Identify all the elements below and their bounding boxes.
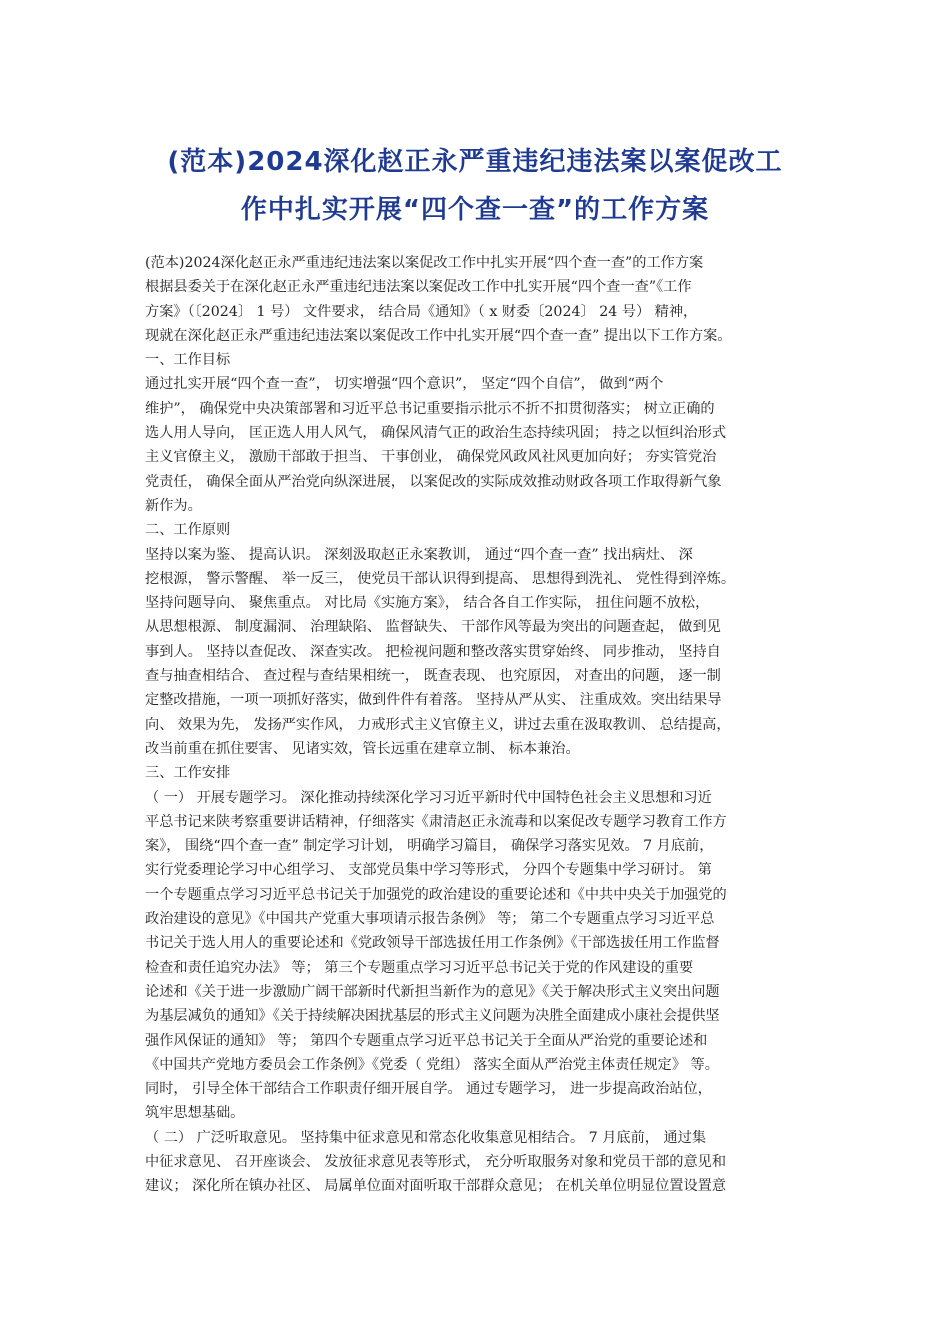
body-line: 一个专题重点学习习近平总书记关于加强党的政治建设的重要论述和《中共中央关于加强党的 bbox=[145, 886, 727, 903]
title-line-1: (范本)2024深化赵正永严重违纪违法案以案促改工 bbox=[167, 147, 783, 177]
document-body bbox=[145, 251, 825, 1199]
body-line: 向、 效果为先， 发扬严实作风， 力戒形式主义官僚主义，讲过去重在汲取教训、 总结提高， bbox=[145, 716, 731, 733]
body-line: 检查和责任追究办法》 等； 第三个专题重点学习习近平总书记关于党的作风建设的重要 bbox=[145, 959, 694, 976]
body-line: 建议； 深化所在镇办社区、 局属单位面对面听取干部群众意见； 在机关单位明显位置设置意 bbox=[145, 1178, 727, 1195]
body-line: 同时， 引导全体干部结合工作职责仔细开展自学。 通过专题学习， 进一步提高政治站位， bbox=[145, 1081, 712, 1098]
body-line: 改当前重在抓住要害、 见诸实效，管长远重在建章立制、 标本兼治。 bbox=[145, 740, 580, 757]
body-line: 事到人。 坚持以查促改、 深查实改。 把检视问题和整改落实贯穿始终、 同步推动， 坚持自 bbox=[145, 643, 721, 660]
body-line: （ 二） 广泛听取意见。 坚持集中征求意见和常态化收集意见相结合。 7 月底前， 通过集 bbox=[145, 1129, 707, 1146]
title-line-2: 作中扎实开展“四个查一查”的工作方案 bbox=[240, 195, 710, 225]
body-line: 坚持问题导向、 聚焦重点。 对比局《实施方案》， 结合各自工作实际， 扭住问题不放松， bbox=[145, 595, 710, 612]
body-line: 政治建设的意见》《中国共产党重大事项请示报告条例》 等； 第二个专题重点学习习近平总 bbox=[145, 911, 715, 928]
body-line: 挖根源， 警示警醒、 举一反三， 使党员干部认识得到提高、 思想得到洗礼、 党性得到淬炼。 bbox=[145, 570, 736, 587]
body-line: 选人用人导向， 匡正选人用人风气， 确保风清气正的政治生态持续巩固； 持之以恒纠治形式 bbox=[145, 425, 727, 442]
body-line: 筑牢思想基础。 bbox=[145, 1105, 245, 1122]
body-line: 二、工作原则 bbox=[145, 522, 231, 539]
body-line: 强作风保证的通知》 等； 第四个专题重点学习近平总书记关于全面从严治党的重要论述和 bbox=[145, 1032, 708, 1049]
body-line: 定整改措施，一项一项抓好落实，做到件件有着落。 坚持从严从实、 注重成效。突出结果导 bbox=[145, 692, 722, 709]
body-line: (范本)2024深化赵正永严重违纪违法案以案促改工作中扎实开展“四个查一查”的工作方案 bbox=[145, 255, 704, 271]
body-line: 三、工作安排 bbox=[145, 765, 231, 782]
body-line: 坚持以案为鉴、 提高认识。 深刻汲取赵正永案教训， 通过“四个查一查” 找出病灶、 深 bbox=[145, 546, 693, 563]
body-line: 方案》（〔2024〕 1 号） 文件要求， 结合局《通知》（ x 财委〔2024〕 24 号） 精神， bbox=[145, 303, 698, 320]
body-line: 查与抽查相结合、 查过程与查结果相统一， 既查表现、 也究原因， 对查出的问题， 逐一制 bbox=[145, 668, 721, 685]
body-line: 主义官僚主义， 激励干部敢于担当、 干事创业， 确保党风政风社风更加向好； 夯实管党治 bbox=[145, 449, 717, 466]
body-line: 新作为。 bbox=[145, 497, 202, 514]
body-line: 从思想根源、 制度漏洞、 治理缺陷、 监督缺失、 干部作风等最为突出的问题查起， 做到见 bbox=[145, 619, 721, 636]
body-line: 现就在深化赵正永严重违纪违法案以案促改工作中扎实开展“四个查一查” 提出以下工作方案。 bbox=[145, 327, 732, 344]
body-line: 维护”， 确保党中央决策部署和习近平总书记重要指示批示不折不扣贯彻落实； 树立正确的 bbox=[145, 400, 715, 417]
body-line: 案》， 围绕“四个查一查” 制定学习计划， 明确学习篇目， 确保学习落实见效。 7 月底前， bbox=[145, 838, 714, 855]
body-line: （ 一） 开展专题学习。 深化推动持续深化学习习近平新时代中国特色社会主义思想和习近 bbox=[145, 789, 712, 806]
body-line: 党责任， 确保全面从严治党向纵深进展， 以案促改的实际成效推动财政各项工作取得新气象 bbox=[145, 473, 722, 490]
body-line: 平总书记来陕考察重要讲话精神，仔细落实《肃清赵正永流毒和以案促改专题学习教育工作方 bbox=[145, 813, 727, 830]
body-line: 中征求意见、 召开座谈会、 发放征求意见表等形式， 充分听取服务对象和党员干部的意见和 bbox=[145, 1153, 727, 1170]
body-line: 《中国共产党地方委员会工作条例》《党委（ 党组） 落实全面从严治党主体责任规定》 等。 bbox=[145, 1056, 719, 1073]
body-line: 根据县委关于在深化赵正永严重违纪违法案以案促改工作中扎实开展“四个查一查”《工作 bbox=[145, 279, 692, 296]
body-line: 论述和《关于进一步激励广阔干部新时代新担当新作为的意见》《关于解决形式主义突出问题 bbox=[145, 983, 720, 1000]
body-line: 通过扎实开展“四个查一查”， 切实增强“四个意识”， 坚定“四个自信”， 做到“两个 bbox=[145, 376, 664, 393]
body-line: 为基层减负的通知》《关于持续解决困扰基层的形式主义问题为决胜全面建成小康社会提供坚 bbox=[145, 1008, 720, 1025]
body-line: 一、工作目标 bbox=[145, 352, 231, 369]
body-line: 实行党委理论学习中心组学习、 支部党员集中学习等形式， 分四个专题集中学习研讨。 第 bbox=[145, 862, 712, 879]
document-title bbox=[0, 138, 950, 234]
body-line: 书记关于选人用人的重要论述和《党政领导干部选拔任用工作条例》《干部选拔任用工作监督 bbox=[145, 935, 720, 952]
